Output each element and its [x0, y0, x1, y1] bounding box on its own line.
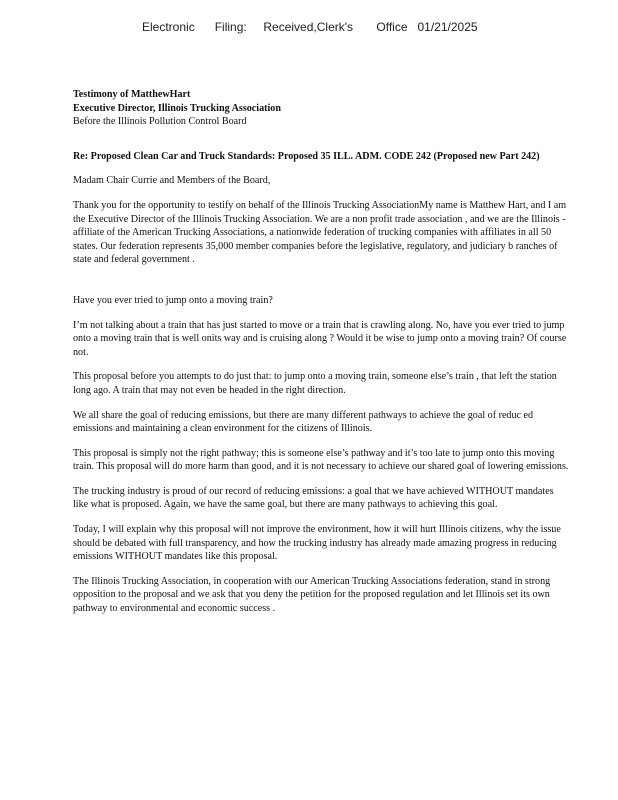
venue-line: Before the Illinois Pollution Control Board: [73, 116, 247, 128]
author-title: Executive Director, Illinois Trucking Association: [73, 102, 281, 114]
body-paragraph: Thank you for the opportunity to testify on behalf of the Illinois Trucking AssociationMy name is Matthew Hart, and I am the Executive Director of the Illinois Trucking Association. We are a non profit trade association , and we are the Illinois -affiliate of the American Trucking Associations, a nationwide federation of trucking companies with affiliates in all 50 states. Our federation represents 35,000 member companies before the legislative, regulatory, and judiciary b ranches of state and federal government .: [73, 199, 567, 266]
body-paragraph: This proposal before you attempts to do just that: to jump onto a moving train, someone else’s train , that left the station long ago. A train that may not even be headed in the right direction.: [73, 371, 557, 396]
body-paragraph: We all share the goal of reducing emissions, but there are many different pathways to achieve the goal of reduc ed emissions and maintaining a clean environment for the citizens of Illinois.: [73, 409, 534, 435]
testimony-title: Testimony of MatthewHart: [73, 89, 191, 100]
body-paragraph: Have you ever tried to jump onto a moving train?: [73, 294, 273, 306]
filing-stamp: Electronic Filing: Received,Clerk's Office 01/21/2025: [142, 20, 478, 34]
salutation: Madam Chair Currie and Members of the Board,: [73, 175, 271, 187]
body-paragraph: I’m not talking about a train that has just started to move or a train that is crawling along. No, have you ever tried to jump onto a moving train that is well onits way and is cruising along ? Would it be wise to jump onto a moving train? Of course not.: [73, 319, 567, 358]
body-paragraph: This proposal is simply not the right pathway; this is someone else’s pathway and it’s too late to jump onto this moving train. This proposal will do more harm than good, and it is not necessary to achieve our shared goal of lowering emissions.: [73, 447, 569, 473]
body-paragraph: The trucking industry is proud of our record of reducing emissions: a goal that we have achieved WITHOUT mandates like what is proposed. Again, we have the same goal, but there are many pathways to achieving this goal.: [73, 485, 554, 511]
body-paragraph: The Illinois Trucking Association, in cooperation with our American Trucking Associations federation, stand in strong opposition to the proposal and we ask that you deny the petition for the proposed regulation and let Illinois set its own pathway to environmental and economic success .: [73, 575, 551, 615]
document-heading: [73, 88, 569, 129]
testimony-document: [73, 88, 569, 616]
body-paragraph: Today, I will explain why this proposal will not improve the environment, how it will hurt Illinois citizens, why the issue should be debated with full transparency, and how the trucking industry has already made amazing progress in reducing emissions WITHOUT mandates like this proposal.: [73, 524, 561, 563]
subject-line: Re: Proposed Clean Car and Truck Standards: Proposed 35 ILL. ADM. CODE 242 (Proposed new Part 242): [73, 150, 540, 162]
